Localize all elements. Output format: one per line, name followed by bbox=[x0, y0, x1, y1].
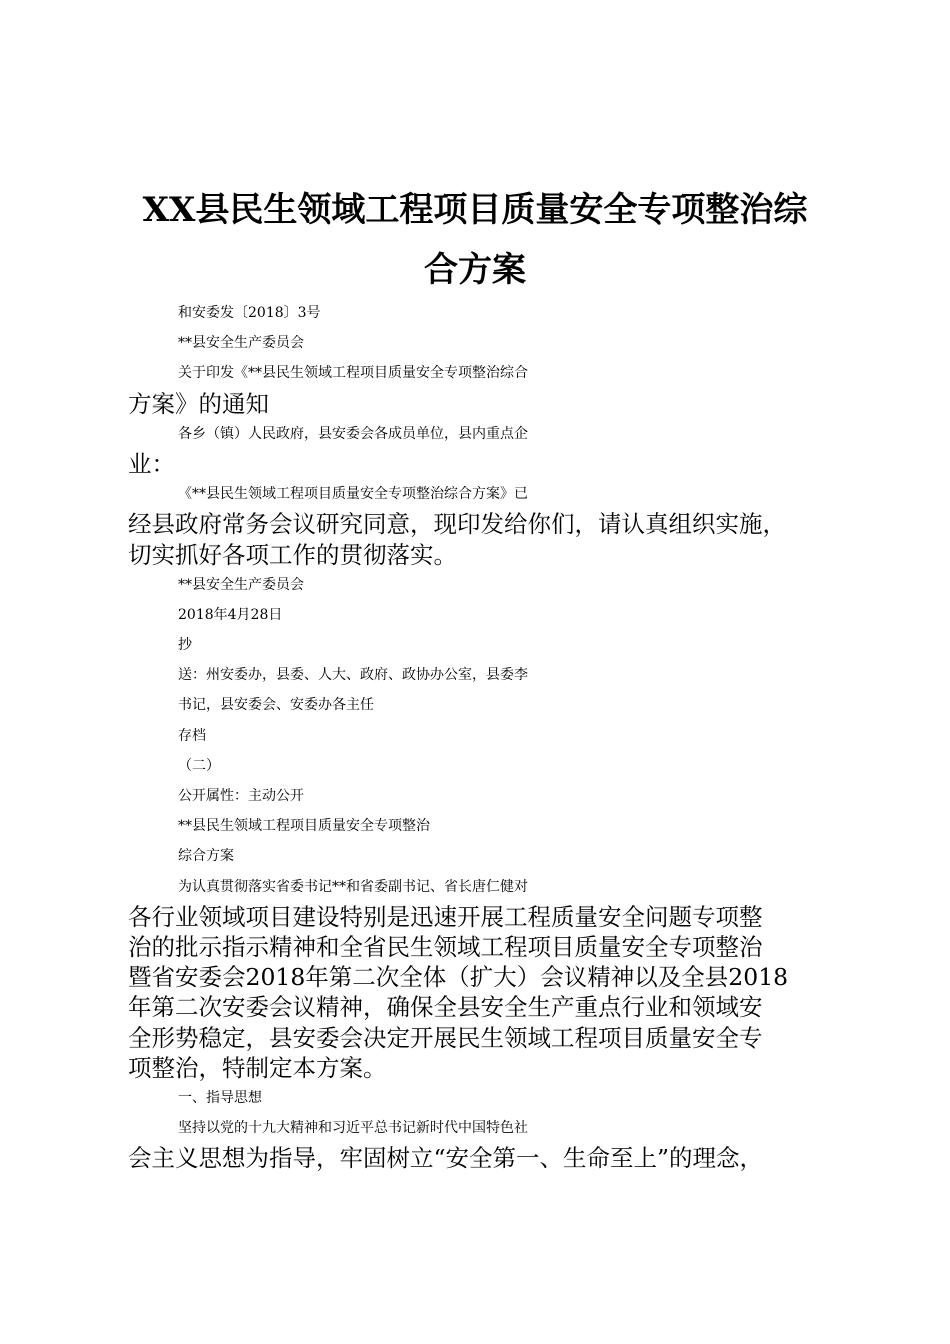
body-line: 各行业领域项目建设特别是迅速开展工程质量安全问题专项整 bbox=[128, 902, 763, 931]
body-line: 《**县民生领域工程项目质量安全专项整治综合方案》已 bbox=[178, 486, 528, 503]
body-line: 公开属性：主动公开 bbox=[178, 788, 304, 804]
body-line: 治的批示指示精神和全省民生领域工程项目质量安全专项整治 bbox=[128, 932, 763, 961]
body-line: 送：州安委办，县委、人大、政府、政协办公室，县委李 bbox=[178, 667, 528, 684]
body-line: 存档 bbox=[178, 727, 206, 744]
body-line: **县安全生产委员会 bbox=[178, 576, 304, 593]
body-line: **县安全生产委员会 bbox=[178, 335, 304, 352]
body-line: 项整治，特制定本方案。 bbox=[128, 1053, 387, 1082]
body-line: 为认真贯彻落实省委书记**和省委副书记、省长唐仁健对 bbox=[178, 878, 528, 895]
body-line: 2018年4月28日 bbox=[178, 606, 283, 623]
body-line: 坚持以党的十九大精神和习近平总书记新时代中国特色社 bbox=[178, 1120, 528, 1137]
body-line: 书记，县安委会、安委办各主任 bbox=[178, 697, 374, 714]
document-title-line-2: 合方案 bbox=[424, 250, 526, 290]
body-line: 暨省安委会2018年第二次全体（扩大）会议精神以及全县2018 bbox=[128, 963, 789, 992]
document-body bbox=[128, 298, 852, 1173]
body-line: 关于印发《**县民生领域工程项目质量安全专项整治综合 bbox=[178, 365, 528, 382]
body-line: 年第二次安委会议精神，确保全县安全生产重点行业和领域安 bbox=[128, 993, 763, 1022]
body-line: 综合方案 bbox=[178, 848, 234, 865]
body-line: 全形势稳定，县安委会决定开展民生领域工程项目质量安全专 bbox=[128, 1023, 763, 1052]
body-line: 会主义思想为指导，牢固树立“安全第一、生命至上”的理念， bbox=[128, 1144, 764, 1173]
body-line: 抄 bbox=[178, 637, 192, 654]
body-line: （二） bbox=[178, 757, 220, 774]
body-line: 切实抓好各项工作的贯彻落实。 bbox=[128, 540, 457, 569]
document-title-line-1: XX县民生领域工程项目质量安全专项整治综 bbox=[142, 190, 808, 230]
body-line: 方案》的通知 bbox=[128, 389, 269, 418]
body-line: 经县政府常务会议研究同意，现印发给你们，请认真组织实施， bbox=[128, 510, 786, 539]
body-line: **县民生领域工程项目质量安全专项整治 bbox=[178, 818, 430, 835]
body-line: 和安委发〔2018〕3号 bbox=[178, 305, 321, 321]
body-line: 各乡（镇）人民政府，县安委会各成员单位，县内重点企 bbox=[178, 425, 528, 442]
body-line: 业： bbox=[128, 449, 175, 478]
body-line: 一、指导思想 bbox=[178, 1089, 262, 1106]
